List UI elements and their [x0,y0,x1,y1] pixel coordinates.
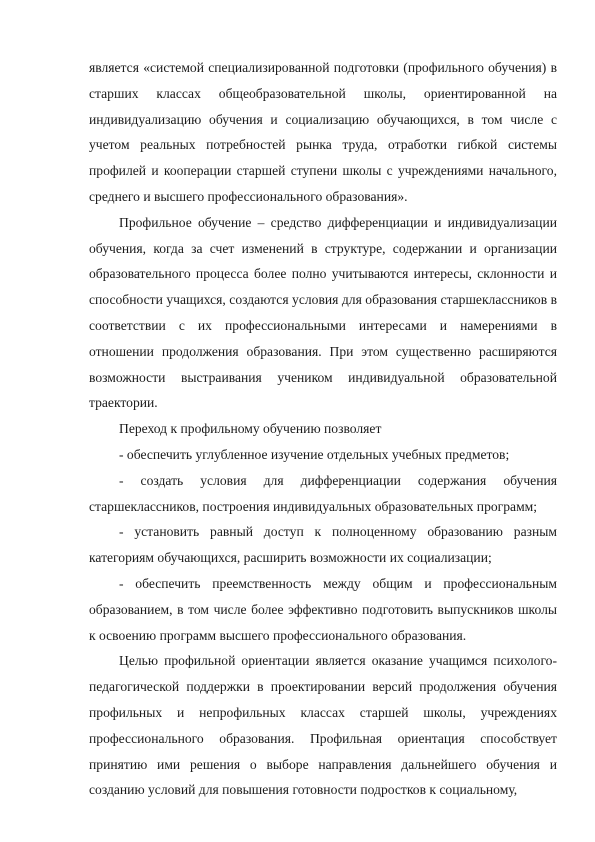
document-body [89,55,557,803]
list-item-differentiation: - создать условия для дифференциации содержания обучения старшеклассников, построения индивидуальных образовательных программ; [89,472,557,514]
list-item-in-depth-study: - обеспечить углубленное изучение отдельных учебных предметов; [119,446,510,462]
list-item-continuity: - обеспечить преемственность между общим и профессиональным образованием, в том числе более эффективно подготовить выпускников школы к освоению программ высшего профессионального образования. [89,575,557,643]
paragraph-profile-orientation-goal: Целью профильной ориентации является оказание учащимся психолого-педагогической поддержки в проектировании версий продолжения обучения профильных и непрофильных классах старшей школы, учреждениях профессионального образования. Профильная ориентация способствует принятию ими решения о выборе направления дальнейшего обучения и созданию условий для повышения готовности подростков к социальному, [89,653,557,798]
paragraph-profile-education: Профильное обучение – средство дифференциации и индивидуализации обучения, когда за счет изменений в структуре, содержании и организации образовательного процесса более полно учитываются интересы, склонности и способности учащихся, создаются условия для образования старшеклассников в соответствии с их профессиональными интересами и намерениями в отношении продолжения образования. При этом существенно расширяются возможности выстраивания учеником индивидуальной образовательной траектории. [89,214,557,411]
paragraph-transition-intro: Переход к профильному обучению позволяет [119,421,382,437]
list-item-equal-access: - установить равный доступ к полноценному образованию разным категориям обучающихся, расширить возможности их социализации; [89,524,557,566]
paragraph-definition-continued: является «системой специализированной подготовки (профильного обучения) в старших классах общеобразовательной школы, ориентированной на индивидуализацию обучения и социализацию обучающихся, в том числе с учетом реальных потребностей рынка труда, отработки гибкой системы профилей и кооперации старшей ступени школы с учреждениями начального, среднего и высшего профессионального образования». [89,60,557,204]
